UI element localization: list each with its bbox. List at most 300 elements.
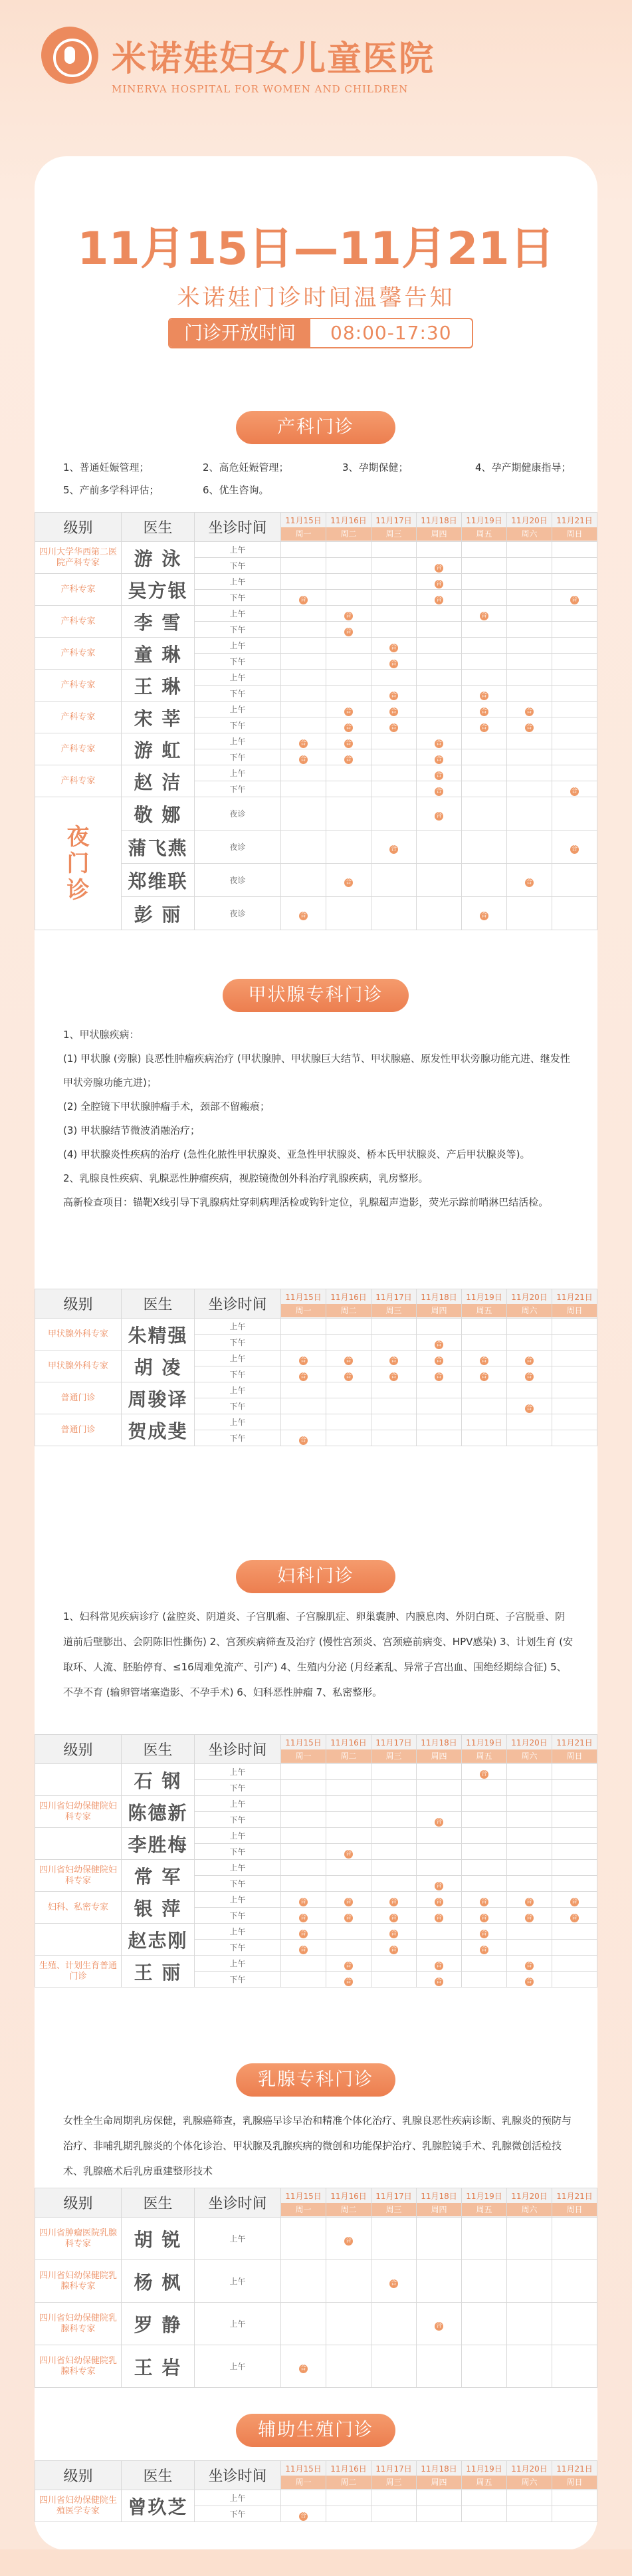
- schedule-cell: [462, 1844, 507, 1860]
- available-mark-icon: 合: [300, 596, 306, 603]
- schedule-cell: [507, 1812, 552, 1828]
- header-doctor: 医生: [122, 1735, 195, 1764]
- schedule-cell: [281, 1796, 326, 1812]
- weekday-label: 周一: [281, 2203, 326, 2216]
- thyroid-schedule-table: [35, 1289, 597, 1446]
- schedule-cell: [281, 590, 326, 606]
- weekday-label: 周六: [507, 527, 552, 541]
- available-mark-icon: 合: [300, 1372, 306, 1380]
- schedule-cell: [552, 590, 597, 606]
- schedule-cell: [371, 1924, 417, 1940]
- schedule-cell: [371, 1812, 417, 1828]
- night-char: 诊: [66, 876, 90, 904]
- weekday-label: 周四: [417, 1749, 461, 1763]
- schedule-cell: [371, 1908, 417, 1924]
- weekday-label: 周四: [417, 2476, 461, 2489]
- table-row: [35, 2218, 597, 2260]
- weekday-label: 周六: [507, 1749, 552, 1763]
- table-row: [35, 1892, 597, 1908]
- schedule-cell: [462, 2490, 507, 2506]
- schedule-cell: [281, 622, 326, 638]
- schedule-cell: [371, 1940, 417, 1956]
- schedule-cell: [281, 831, 326, 864]
- doctor-name: 宋 莘: [122, 702, 195, 733]
- schedule-cell: [326, 1319, 371, 1335]
- available-mark-icon: 合: [435, 787, 442, 795]
- doctor-level: 四川省妇幼保健院乳腺科专家: [35, 2345, 122, 2388]
- schedule-cell: [507, 1319, 552, 1335]
- session-label: 上午: [195, 1382, 281, 1398]
- weekday-label: 周二: [326, 2203, 371, 2216]
- available-mark-icon: 合: [390, 1914, 397, 1921]
- available-mark-icon: 合: [435, 1356, 442, 1364]
- weekday-label: 周二: [326, 1749, 371, 1763]
- session-label: 下午: [195, 1972, 281, 1988]
- session-label: 下午: [195, 781, 281, 797]
- schedule-cell: [326, 797, 371, 831]
- schedule-cell: [552, 1335, 597, 1351]
- available-mark-icon: 合: [300, 2512, 306, 2519]
- doctor-name: 吴方银: [122, 574, 195, 606]
- table-row: [35, 1860, 597, 1876]
- schedule-cell: [552, 1351, 597, 1366]
- schedule-cell: [281, 2260, 326, 2303]
- schedule-cell: [281, 1860, 326, 1876]
- doctor-name: 罗 静: [122, 2303, 195, 2345]
- header-date: [281, 1289, 326, 1319]
- schedule-cell: [507, 1940, 552, 1956]
- header-date: [462, 2188, 507, 2218]
- night-clinic-label: [35, 797, 122, 930]
- schedule-cell: [462, 670, 507, 686]
- schedule-cell: [326, 1828, 371, 1844]
- schedule-cell: [371, 733, 417, 749]
- available-mark-icon: 合: [480, 1914, 487, 1921]
- schedule-cell: [371, 864, 417, 897]
- schedule-cell: [371, 638, 417, 654]
- available-mark-icon: 合: [480, 723, 487, 731]
- weekday-label: 周一: [281, 527, 326, 541]
- schedule-cell: [371, 1780, 417, 1796]
- schedule-cell: [507, 1892, 552, 1908]
- available-mark-icon: 合: [526, 1356, 532, 1364]
- date-label: 11月20日: [511, 1738, 548, 1747]
- header-doctor: 医生: [122, 2461, 195, 2490]
- schedule-cell: [326, 1430, 371, 1446]
- schedule-cell: [552, 1319, 597, 1335]
- schedule-cell: [326, 2490, 371, 2506]
- date-label: 11月19日: [466, 515, 502, 525]
- schedule-cell: [281, 1812, 326, 1828]
- doctor-level: 四川大学华西第二医院产科专家: [35, 542, 122, 574]
- session-label: 上午: [195, 606, 281, 622]
- schedule-cell: [417, 797, 462, 831]
- doctor-name: 朱精强: [122, 1319, 195, 1351]
- available-mark-icon: 合: [435, 812, 442, 819]
- schedule-cell: [507, 2506, 552, 2522]
- weekday-label: 周日: [552, 1304, 597, 1317]
- header-date: [417, 513, 462, 542]
- schedule-cell: [281, 717, 326, 733]
- schedule-cell: [326, 686, 371, 702]
- header-date: [371, 513, 417, 542]
- available-mark-icon: 合: [571, 1898, 578, 1905]
- header-date: [326, 2188, 371, 2218]
- schedule-cell: [281, 542, 326, 558]
- schedule-cell: [462, 606, 507, 622]
- schedule-cell: [462, 1398, 507, 1414]
- date-label: 11月17日: [375, 2191, 412, 2201]
- available-mark-icon: 合: [480, 708, 487, 715]
- weekday-label: 周三: [371, 1304, 416, 1317]
- header-session: 坐诊时间: [195, 513, 281, 542]
- header-date: [552, 1289, 597, 1319]
- schedule-cell: [371, 574, 417, 590]
- schedule-cell: [326, 717, 371, 733]
- schedule-cell: [417, 717, 462, 733]
- schedule-cell: [326, 1764, 371, 1780]
- schedule-cell: [371, 670, 417, 686]
- table-row: [35, 2345, 597, 2388]
- service-item: 5、产前多学科评估；: [63, 484, 159, 496]
- gynecology-title: 妇科门诊: [236, 1560, 395, 1593]
- schedule-cell: [462, 1892, 507, 1908]
- schedule-cell: [417, 2260, 462, 2303]
- schedule-cell: [552, 702, 597, 717]
- schedule-cell: [507, 542, 552, 558]
- obstetrics-schedule-table: [35, 512, 597, 930]
- date-label: 11月20日: [511, 2464, 548, 2474]
- doctor-name: 陈德新: [122, 1796, 195, 1828]
- schedule-cell: [417, 765, 462, 781]
- schedule-cell: [326, 1382, 371, 1398]
- schedule-cell: [281, 1398, 326, 1414]
- available-mark-icon: 合: [345, 723, 352, 731]
- schedule-cell: [326, 733, 371, 749]
- schedule-cell: [507, 1382, 552, 1398]
- header-doctor: 医生: [122, 2188, 195, 2218]
- schedule-cell: [326, 765, 371, 781]
- date-label: 11月15日: [285, 2464, 322, 2474]
- schedule-cell: [417, 1860, 462, 1876]
- schedule-cell: [281, 2303, 326, 2345]
- schedule-cell: [326, 1924, 371, 1940]
- session-label: 下午: [195, 1908, 281, 1924]
- schedule-cell: [552, 864, 597, 897]
- weekday-label: 周三: [371, 527, 416, 541]
- table-row: [35, 1828, 597, 1844]
- schedule-cell: [552, 1908, 597, 1924]
- schedule-cell: [326, 638, 371, 654]
- schedule-cell: [552, 1430, 597, 1446]
- schedule-cell: [417, 2506, 462, 2522]
- schedule-cell: [371, 781, 417, 797]
- schedule-cell: [507, 1796, 552, 1812]
- reproductive-title: 辅助生殖门诊: [236, 2414, 395, 2447]
- schedule-cell: [417, 781, 462, 797]
- schedule-cell: [281, 1351, 326, 1366]
- schedule-cell: [552, 1414, 597, 1430]
- schedule-cell: [326, 1796, 371, 1812]
- schedule-cell: [507, 622, 552, 638]
- table-row: [35, 733, 597, 749]
- header-date: [371, 2461, 417, 2490]
- schedule-cell: [326, 1398, 371, 1414]
- brand-name: 米诺娃妇女儿童医院: [112, 39, 435, 79]
- service-item: 1、普通妊娠管理；: [63, 461, 150, 473]
- gynecology-schedule-table: [35, 1734, 597, 1988]
- date-label: 11月19日: [466, 2191, 502, 2201]
- schedule-cell: [371, 1414, 417, 1430]
- schedule-cell: [462, 654, 507, 670]
- table-row: [35, 1382, 597, 1398]
- table-row: [35, 702, 597, 717]
- table-header-row: [35, 1735, 597, 1764]
- schedule-cell: [281, 1828, 326, 1844]
- schedule-cell: [417, 702, 462, 717]
- opening-hours: [168, 318, 473, 348]
- schedule-cell: [462, 749, 507, 765]
- schedule-cell: [371, 558, 417, 574]
- doctor-level: [35, 1924, 122, 1956]
- night-char: 夜: [66, 823, 90, 850]
- schedule-cell: [552, 542, 597, 558]
- description-line: (1) 甲状腺 (旁腺) 良恶性肿瘤疾病治疗 (甲状腺肿、甲状腺巨大结节、甲状腺癌、原发性甲状旁腺功能亢进、继发性甲状旁腺功能亢进)；: [63, 1053, 570, 1089]
- weekday-label: 周三: [371, 2476, 416, 2489]
- available-mark-icon: 合: [345, 1978, 352, 1985]
- schedule-cell: [326, 542, 371, 558]
- schedule-cell: [326, 1908, 371, 1924]
- header-date: [507, 513, 552, 542]
- schedule-cell: [326, 670, 371, 686]
- schedule-cell: [552, 670, 597, 686]
- schedule-cell: [371, 654, 417, 670]
- doctor-level: 普通门诊: [35, 1414, 122, 1446]
- schedule-cell: [507, 733, 552, 749]
- doctor-name: 敬 娜: [122, 797, 195, 831]
- table-header-row: [35, 2461, 597, 2490]
- schedule-cell: [371, 1876, 417, 1892]
- schedule-cell: [507, 831, 552, 864]
- schedule-cell: [552, 781, 597, 797]
- doctor-level: 产科专家: [35, 733, 122, 765]
- doctor-level: 产科专家: [35, 638, 122, 670]
- available-mark-icon: 合: [390, 1946, 397, 1953]
- table-row: [35, 638, 597, 654]
- available-mark-icon: 合: [435, 755, 442, 763]
- schedule-cell: [281, 1908, 326, 1924]
- weekday-label: 周五: [462, 2476, 506, 2489]
- available-mark-icon: 合: [300, 1356, 306, 1364]
- schedule-cell: [326, 2345, 371, 2388]
- table-row: [35, 574, 597, 590]
- header-date: [507, 2461, 552, 2490]
- schedule-cell: [281, 733, 326, 749]
- available-mark-icon: 合: [345, 2237, 352, 2244]
- weekday-label: 周四: [417, 527, 461, 541]
- schedule-cell: [281, 1892, 326, 1908]
- schedule-cell: [417, 1796, 462, 1812]
- schedule-cell: [507, 686, 552, 702]
- schedule-cell: [281, 749, 326, 765]
- schedule-cell: [326, 1860, 371, 1876]
- schedule-cell: [371, 1319, 417, 1335]
- schedule-cell: [462, 1366, 507, 1382]
- doctor-name: 彭 丽: [122, 897, 195, 930]
- date-label: 11月16日: [330, 2464, 367, 2474]
- schedule-cell: [326, 654, 371, 670]
- header-date: [462, 2461, 507, 2490]
- schedule-cell: [507, 797, 552, 831]
- header-date: [507, 2188, 552, 2218]
- weekday-label: 周五: [462, 2203, 506, 2216]
- doctor-name: 胡 凌: [122, 1351, 195, 1382]
- schedule-cell: [371, 765, 417, 781]
- schedule-cell: [281, 558, 326, 574]
- schedule-cell: [371, 1398, 417, 1414]
- schedule-cell: [462, 1940, 507, 1956]
- schedule-cell: [417, 590, 462, 606]
- available-mark-icon: 合: [300, 1914, 306, 1921]
- schedule-cell: [462, 1812, 507, 1828]
- thyroid-title: 甲状腺专科门诊: [223, 979, 409, 1012]
- schedule-cell: [281, 1764, 326, 1780]
- schedule-cell: [552, 1780, 597, 1796]
- date-label: 11月16日: [330, 2191, 367, 2201]
- session-label: 上午: [195, 670, 281, 686]
- doctor-level: 四川省妇幼保健院妇科专家: [35, 1860, 122, 1892]
- reproductive-schedule-table: [35, 2460, 597, 2522]
- header-level: 级别: [35, 2461, 122, 2490]
- session-label: 上午: [195, 1860, 281, 1876]
- service-item: 2、高危妊娠管理；: [203, 461, 289, 473]
- schedule-cell: [281, 1956, 326, 1972]
- schedule-cell: [417, 749, 462, 765]
- header-level: 级别: [35, 1289, 122, 1319]
- available-mark-icon: 合: [435, 580, 442, 587]
- schedule-cell: [371, 590, 417, 606]
- doctor-level: 四川省妇幼保健院生殖医学专家: [35, 2490, 122, 2522]
- thyroid-description: [63, 1023, 575, 1214]
- session-label: 上午: [195, 1924, 281, 1940]
- schedule-cell: [371, 2218, 417, 2260]
- doctor-level: 生殖、计划生育普通门诊: [35, 1956, 122, 1988]
- date-label: 11月16日: [330, 1292, 367, 1302]
- schedule-cell: [281, 1924, 326, 1940]
- doctor-name: 贺成斐: [122, 1414, 195, 1446]
- schedule-cell: [462, 638, 507, 654]
- header-date: [417, 1289, 462, 1319]
- schedule-cell: [417, 1812, 462, 1828]
- weekday-label: 周二: [326, 527, 371, 541]
- schedule-cell: [326, 1844, 371, 1860]
- session-label: 上午: [195, 702, 281, 717]
- schedule-cell: [417, 1908, 462, 1924]
- available-mark-icon: 合: [390, 1356, 397, 1364]
- header-date: [462, 513, 507, 542]
- available-mark-icon: 合: [390, 2279, 397, 2287]
- description-line: 2、乳腺良性疾病、乳腺恶性肿瘤疾病，视腔镜微创外科治疗乳腺疾病，乳房整形。: [63, 1172, 429, 1184]
- schedule-cell: [507, 1366, 552, 1382]
- schedule-cell: [507, 558, 552, 574]
- schedule-cell: [326, 606, 371, 622]
- schedule-cell: [281, 1335, 326, 1351]
- header-date: [281, 2188, 326, 2218]
- schedule-cell: [462, 1860, 507, 1876]
- doctor-level: 四川省妇幼保健院乳腺科专家: [35, 2260, 122, 2303]
- date-label: 11月17日: [375, 1292, 412, 1302]
- schedule-cell: [462, 733, 507, 749]
- schedule-cell: [417, 2345, 462, 2388]
- schedule-cell: [371, 831, 417, 864]
- schedule-cell: [552, 1860, 597, 1876]
- header-date: [462, 1289, 507, 1319]
- available-mark-icon: 合: [435, 564, 442, 571]
- service-item: 6、优生咨询。: [203, 484, 269, 496]
- session-label: 上午: [195, 733, 281, 749]
- doctor-name: 周骏译: [122, 1382, 195, 1414]
- schedule-cell: [281, 897, 326, 930]
- session-label: 下午: [195, 1366, 281, 1382]
- header-level: 级别: [35, 1735, 122, 1764]
- date-label: 11月20日: [511, 515, 548, 525]
- doctor-level: [35, 1828, 122, 1860]
- schedule-cell: [326, 781, 371, 797]
- header-date: [326, 1289, 371, 1319]
- schedule-cell: [417, 638, 462, 654]
- session-label: 上午: [195, 1764, 281, 1780]
- schedule-cell: [462, 2218, 507, 2260]
- schedule-cell: [462, 831, 507, 864]
- available-mark-icon: 合: [390, 660, 397, 667]
- schedule-cell: [462, 686, 507, 702]
- schedule-cell: [417, 1430, 462, 1446]
- schedule-cell: [281, 638, 326, 654]
- available-mark-icon: 合: [435, 1962, 442, 1969]
- session-label: 夜诊: [195, 831, 281, 864]
- schedule-cell: [552, 797, 597, 831]
- schedule-cell: [507, 1828, 552, 1844]
- schedule-cell: [326, 558, 371, 574]
- available-mark-icon: 合: [390, 1930, 397, 1937]
- session-label: 上午: [195, 542, 281, 558]
- weekday-label: 周五: [462, 1749, 506, 1763]
- schedule-cell: [462, 1972, 507, 1988]
- session-label: 下午: [195, 1812, 281, 1828]
- available-mark-icon: 合: [435, 1818, 442, 1825]
- doctor-level: 甲状腺外科专家: [35, 1319, 122, 1351]
- schedule-cell: [462, 1876, 507, 1892]
- schedule-cell: [507, 638, 552, 654]
- schedule-cell: [552, 1812, 597, 1828]
- header-date: [281, 1735, 326, 1764]
- session-label: 上午: [195, 1892, 281, 1908]
- header-date: [281, 513, 326, 542]
- schedule-cell: [417, 686, 462, 702]
- service-item: 3、孕期保健；: [342, 461, 409, 473]
- schedule-cell: [552, 1924, 597, 1940]
- doctor-level: 产科专家: [35, 670, 122, 702]
- doctor-name: 游 虹: [122, 733, 195, 765]
- schedule-cell: [371, 622, 417, 638]
- doctor-name: 银 萍: [122, 1892, 195, 1924]
- schedule-cell: [507, 2260, 552, 2303]
- schedule-cell: [281, 670, 326, 686]
- doctor-name: 石 钢: [122, 1764, 195, 1796]
- schedule-cell: [552, 1366, 597, 1382]
- available-mark-icon: 合: [435, 1341, 442, 1348]
- session-label: 上午: [195, 2218, 281, 2260]
